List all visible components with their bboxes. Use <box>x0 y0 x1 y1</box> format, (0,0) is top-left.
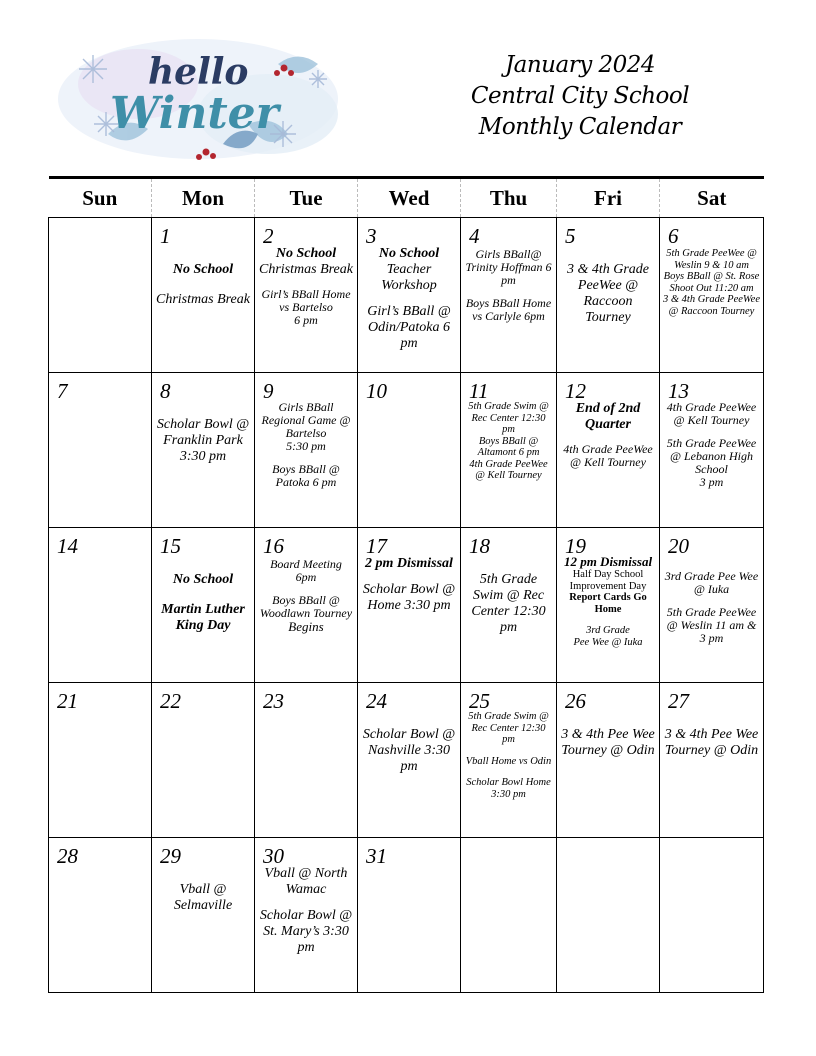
day-number: 25 <box>469 689 490 713</box>
week-row-2 <box>49 373 764 528</box>
week-row-5 <box>49 838 764 993</box>
event: Boys BBall @ Woodlawn Tourney <box>259 593 353 620</box>
weekday-tue: Tue <box>255 178 358 218</box>
event: 4th Grade PeeWee @ Kell Tourney <box>469 458 548 481</box>
day-cell-1 <box>152 218 255 373</box>
weekday-sun: Sun <box>49 178 152 218</box>
day-cell-empty <box>49 218 152 373</box>
day-cell-17 <box>358 528 461 683</box>
event: 6pm <box>295 570 317 584</box>
day-number: 1 <box>160 224 171 248</box>
day-cell-20 <box>660 528 764 683</box>
event: 5:30 pm <box>286 439 326 453</box>
day-cell-8 <box>152 373 255 528</box>
day-cell-10 <box>358 373 461 528</box>
day-number: 16 <box>263 534 284 558</box>
day-cell-25 <box>461 683 557 838</box>
day-cell-22 <box>152 683 255 838</box>
event: 6 pm <box>294 313 318 327</box>
day-number: 29 <box>160 844 181 868</box>
event: Girl’s BBall @ Odin/Patoka 6 pm <box>367 304 451 351</box>
day-cell-31 <box>358 838 461 993</box>
day-cell-30 <box>255 838 358 993</box>
day-cell-21 <box>49 683 152 838</box>
event: 4th Grade PeeWee @ Kell Tourney <box>666 400 757 427</box>
day-number: 26 <box>565 689 586 713</box>
day-cell-19 <box>557 528 660 683</box>
event: 5th Grade PeeWee @ Weslin 11 am & 3 pm <box>666 605 757 645</box>
day-number: 11 <box>469 379 489 403</box>
day-cell-24 <box>358 683 461 838</box>
day-cell-4 <box>461 218 557 373</box>
day-number: 3 <box>366 224 377 248</box>
day-number: 10 <box>366 379 387 403</box>
day-cell-empty <box>557 838 660 993</box>
day-cell-empty <box>660 838 764 993</box>
day-cell-14 <box>49 528 152 683</box>
day-cell-5 <box>557 218 660 373</box>
event: 2 pm Dismissal <box>365 556 453 571</box>
title-school: Central City School <box>470 83 690 109</box>
event: Scholar Bowl @ St. Mary’s 3:30 pm <box>259 908 353 955</box>
day-number: 28 <box>57 844 78 868</box>
day-number: 4 <box>469 224 480 248</box>
day-number: 31 <box>366 844 387 868</box>
event: Boys BBall Home vs Carlyle 6pm <box>465 296 552 323</box>
day-number: 6 <box>668 224 679 248</box>
weekday-wed: Wed <box>358 178 461 218</box>
event: No School <box>172 262 234 277</box>
day-cell-18 <box>461 528 557 683</box>
event: Girl’s BBall Home vs Bartelso <box>261 287 351 314</box>
day-number: 7 <box>57 379 68 403</box>
event: Board Meeting <box>270 557 342 571</box>
event: Begins <box>288 619 324 634</box>
day-cell-9 <box>255 373 358 528</box>
day-number: 14 <box>57 534 78 558</box>
day-number: 30 <box>263 844 284 868</box>
day-number: 12 <box>565 379 586 403</box>
day-number: 21 <box>57 689 78 713</box>
event: 5th Grade PeeWee @ Weslin 9 & 10 am <box>666 248 757 271</box>
day-cell-29 <box>152 838 255 993</box>
title-month: January 2024 <box>504 52 656 78</box>
event: Pee Wee @ Iuka <box>573 636 643 648</box>
event: Boys BBall @ Patoka 6 pm <box>272 462 340 489</box>
event: Scholar Bowl Home 3:30 pm <box>466 777 551 800</box>
day-number: 8 <box>160 379 171 403</box>
day-cell-27 <box>660 683 764 838</box>
event: Teacher Workshop <box>381 262 437 293</box>
weekday-fri: Fri <box>557 178 660 218</box>
day-number: 13 <box>668 379 689 403</box>
weekday-mon: Mon <box>152 178 255 218</box>
event: 5th Grade Swim @ Rec Center 12:30 pm <box>468 711 549 745</box>
event: 3rd Grade <box>586 625 630 636</box>
event: No School <box>172 572 234 587</box>
weekday-sat: Sat <box>660 178 764 218</box>
event: Girls BBall Regional Game @ <box>261 400 351 427</box>
event: 5th Grade PeeWee @ Lebanon High School <box>666 436 757 476</box>
day-cell-13 <box>660 373 764 528</box>
day-cell-2 <box>255 218 358 373</box>
event: 3 & 4th Pee Wee Tourney @ Odin <box>664 727 759 758</box>
event: 3rd Grade Pee Wee @ Iuka <box>664 569 759 596</box>
event: Vball @ Selmaville <box>173 882 233 913</box>
event: 3 & 4th Grade PeeWee @ Raccoon Tourney <box>566 262 650 325</box>
day-cell-6 <box>660 218 764 373</box>
day-number: 17 <box>366 534 387 558</box>
day-number: 2 <box>263 224 274 248</box>
event: Boys BBall @ Altamont 6 pm <box>477 435 540 458</box>
event: 12 pm Dismissal <box>563 554 653 569</box>
hello-winter-logo <box>48 24 346 170</box>
day-number: 18 <box>469 534 490 558</box>
day-cell-11 <box>461 373 557 528</box>
event: 3 & 4th Pee Wee Tourney @ Odin <box>561 727 655 758</box>
day-number: 23 <box>263 689 284 713</box>
day-cell-3 <box>358 218 461 373</box>
event: End of 2nd Quarter <box>575 401 641 432</box>
event: Scholar Bowl @ Franklin Park 3:30 pm <box>156 417 250 464</box>
day-cell-28 <box>49 838 152 993</box>
day-number: 19 <box>565 534 586 558</box>
event: 3 pm <box>699 475 724 489</box>
day-number: 27 <box>668 689 689 713</box>
event: Vball Home vs Odin <box>465 755 552 767</box>
event: Christmas Break <box>259 262 353 277</box>
week-row-3 <box>49 528 764 683</box>
day-cell-15 <box>152 528 255 683</box>
weekday-thu: Thu <box>461 178 557 218</box>
logo-text-winter: Winter <box>110 88 279 139</box>
event: 4th Grade PeeWee @ Kell Tourney <box>563 442 653 469</box>
day-number: 22 <box>160 689 181 713</box>
event: 3 & 4th Grade PeeWee @ Raccoon Tourney <box>663 294 761 317</box>
event: Scholar Bowl @ Home 3:30 pm <box>362 582 456 613</box>
day-number: 5 <box>565 224 576 248</box>
day-number: 20 <box>668 534 689 558</box>
day-cell-26 <box>557 683 660 838</box>
day-cell-16 <box>255 528 358 683</box>
logo-text-hello: hello <box>148 51 249 93</box>
event: Girls BBall@ Trinity Hoffman 6 pm <box>465 247 552 287</box>
day-number: 9 <box>263 379 274 403</box>
event: Martin Luther King Day <box>161 602 245 633</box>
day-cell-7 <box>49 373 152 528</box>
event: Half Day School Improvement Day <box>569 569 647 592</box>
event: Vball @ North Wamac <box>264 866 348 897</box>
event: 5th Grade Swim @ Rec Center 12:30 pm <box>471 572 546 635</box>
calendar-title <box>440 50 720 143</box>
day-cell-empty <box>461 838 557 993</box>
event: No School <box>378 246 440 261</box>
title-subtitle: Monthly Calendar <box>478 114 682 140</box>
day-number: 15 <box>160 534 181 558</box>
day-cell-23 <box>255 683 358 838</box>
event: Boys BBall @ St. Rose Shoot Out 11:20 am <box>663 271 760 294</box>
event: Bartelso <box>285 426 327 440</box>
day-cell-12 <box>557 373 660 528</box>
event: Scholar Bowl @ Nashville 3:30 pm <box>362 727 456 774</box>
week-row-4 <box>49 683 764 838</box>
event: No School <box>275 246 337 261</box>
event: 5th Grade Swim @ Rec Center 12:30 pm <box>468 401 549 435</box>
week-row-1 <box>49 218 764 373</box>
event: Report Cards Go Home <box>569 592 647 615</box>
day-number: 24 <box>366 689 387 713</box>
calendar-grid <box>48 176 764 993</box>
event: Christmas Break <box>156 292 250 307</box>
weekday-header-row <box>49 178 764 218</box>
